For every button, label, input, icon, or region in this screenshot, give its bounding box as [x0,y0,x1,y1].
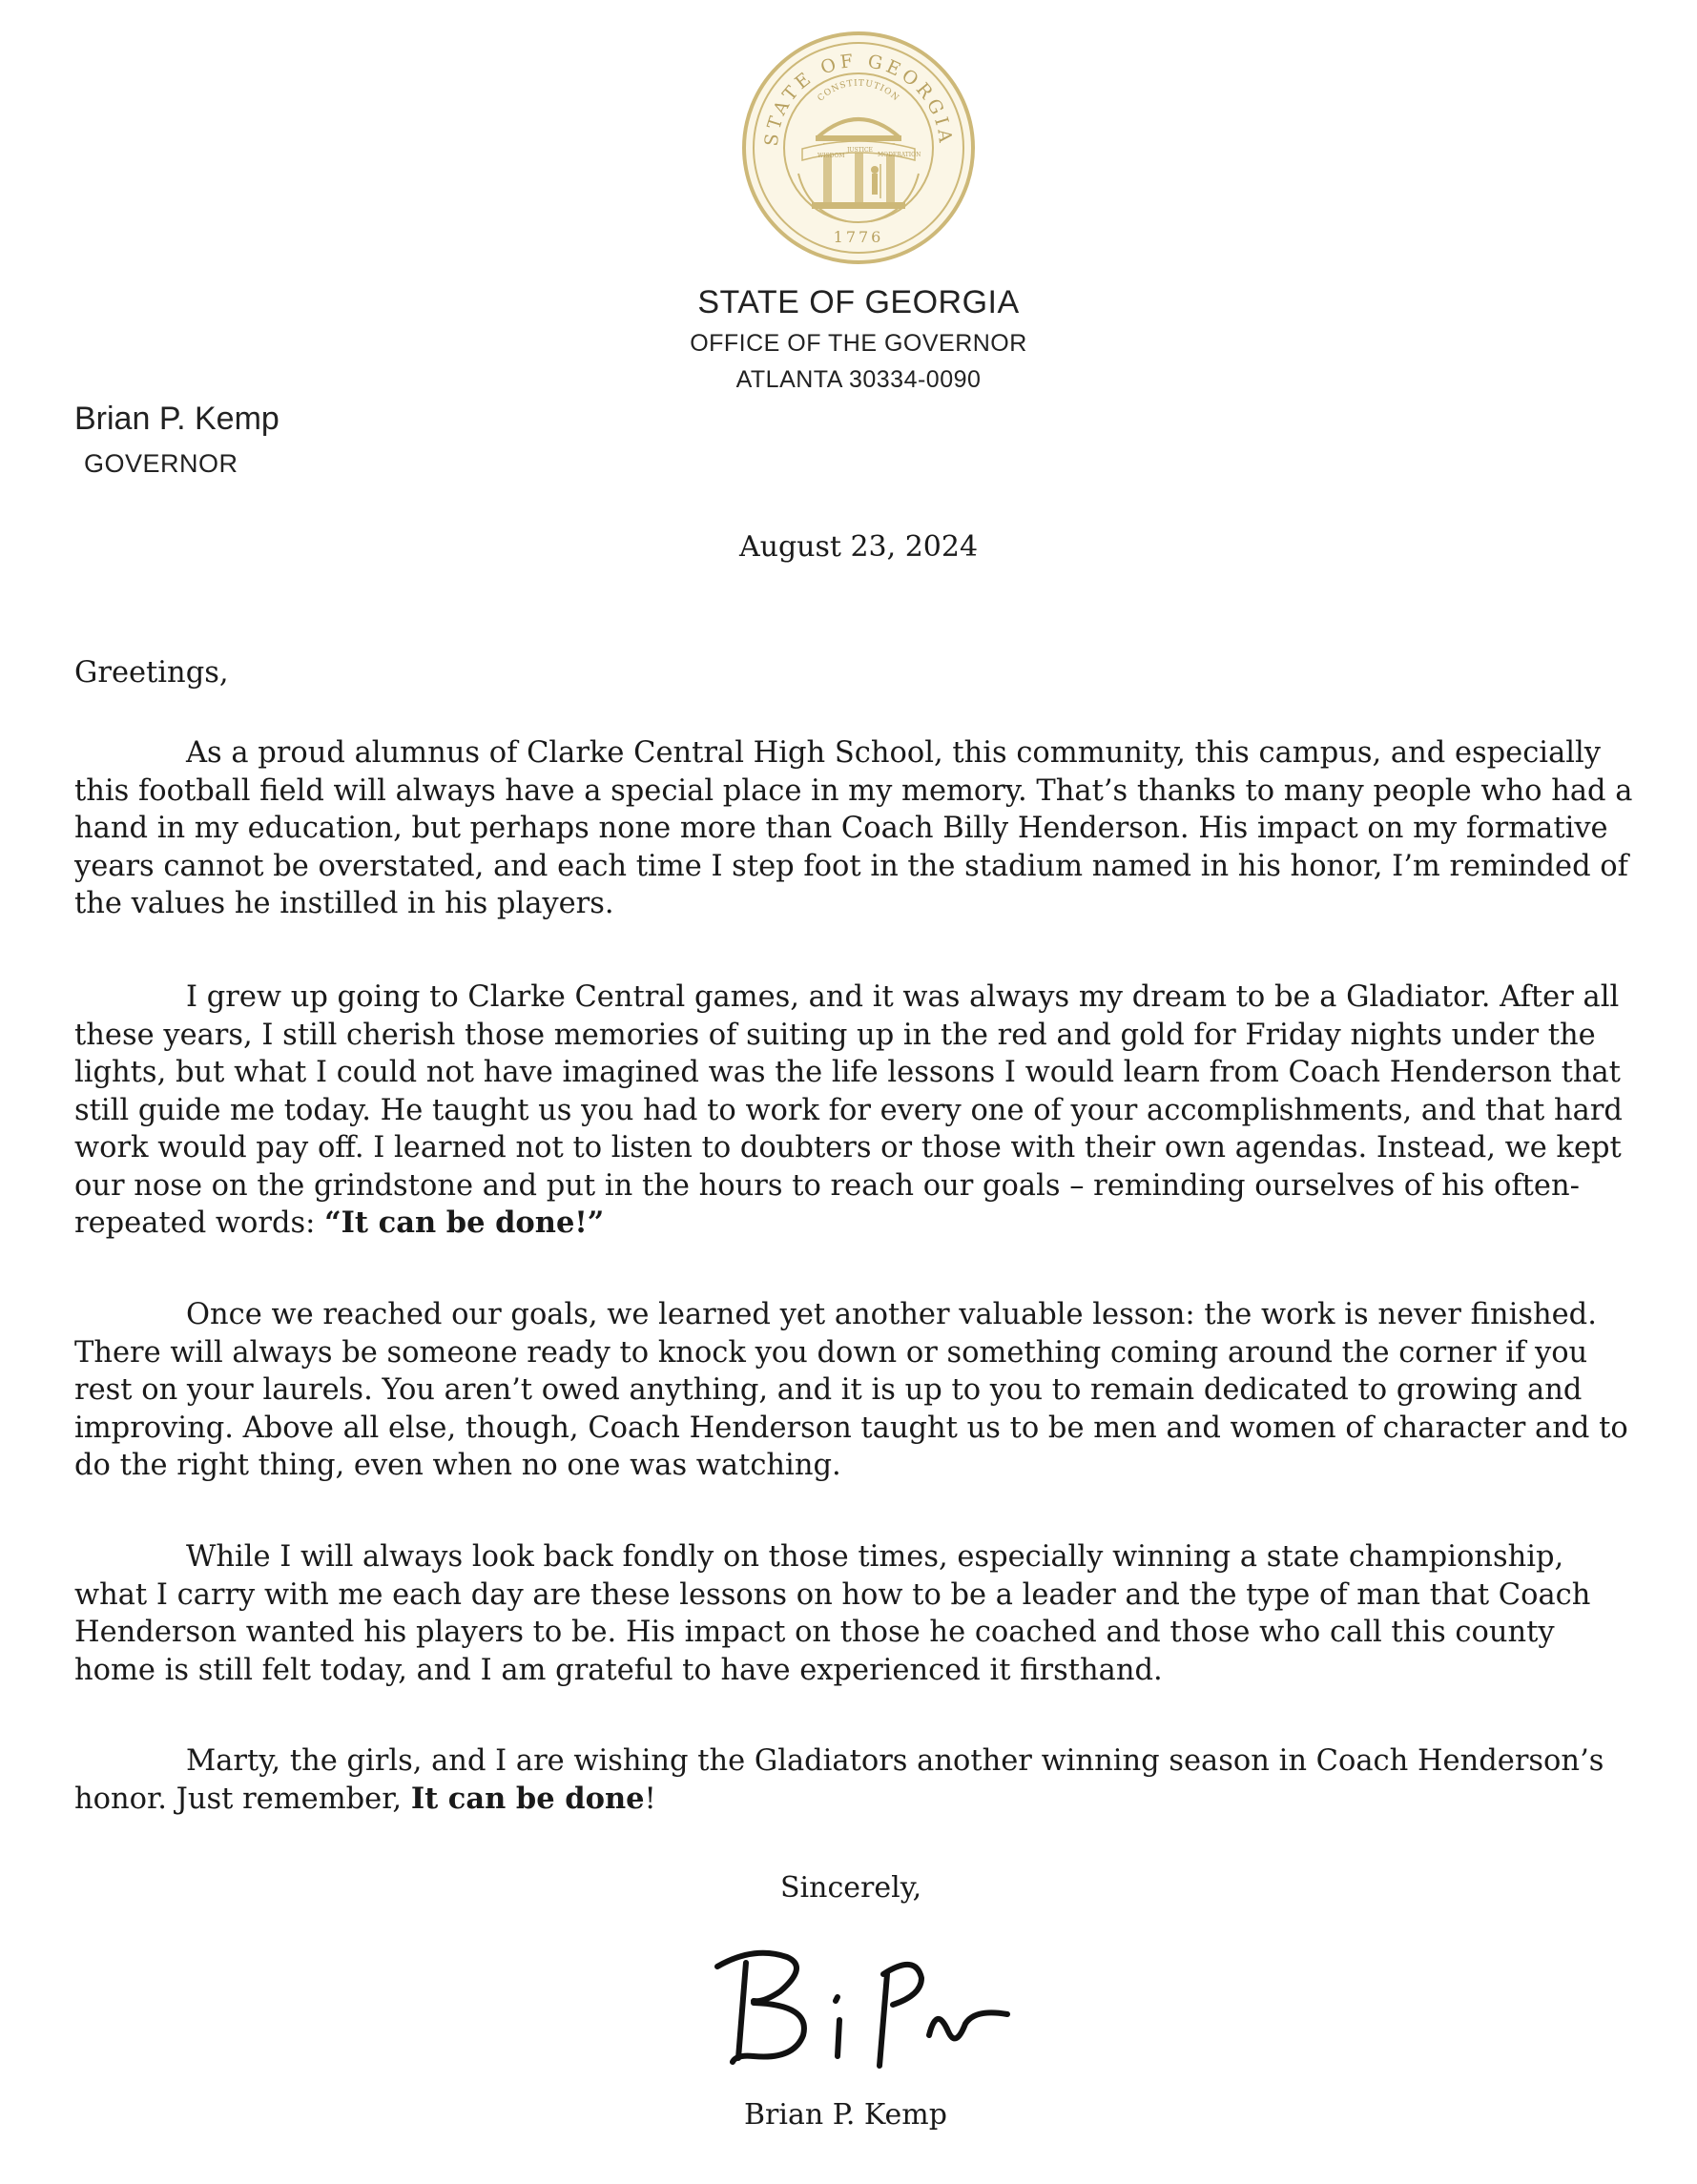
seal-text-justice: JUSTICE [847,147,873,154]
greeting: Greetings, [74,656,229,690]
sender-name: Brian P. Kemp [74,401,279,437]
georgia-state-seal [741,31,976,265]
paragraph-3: Once we reached our goals, we learned yet another valuable lesson: the work is never finished. There will always be someone ready to knock you down or something coming around the corner if you rest on your laurels. You aren’t owed anything, and it is up to you to remain dedicated to growing and improving. Above all else, though, Coach Henderson taught us to be men and women of character and to do the right thing, even when no one was watching. [74,1298,1628,1482]
paragraph-2 [74,979,1639,1243]
paragraph-4: While I will always look back fondly on those times, especially winning a state championship, what I carry with me each day are these lessons on how to be a leader and the type of man that Coach Henderson wanted his players to be. His impact on those he coached and those who call this county home is still felt today, and I am grateful to have experienced it firsthand. [74,1540,1591,1687]
letter-date: August 23, 2024 [738,530,979,564]
closing: Sincerely, [780,1871,922,1905]
letterhead-office: OFFICE OF THE GOVERNOR [690,330,1027,357]
seal-text-constitution: CONSTITUTION [816,78,901,104]
paragraph-2-text: I grew up going to Clarke Central games, and it was always my dream to be a Gladiator. After all these years, I still cherish those memories of suiting up in the red and gold for Friday nights under the lights, but what I could not have imagined was the life lessons I would learn from Coach Henderson that still guide me today. He taught us you had to work for every one of your accomplishments, and that hard work would pay off. I learned not to listen to doubters or those with their own agendas. Instead, we kept our nose on the grindstone and put in the hours to reach our goals – reminding ourselves of his often-repeated words: [74,980,1623,1240]
letterhead-city: ATLANTA 30334-0090 [735,366,982,393]
letterhead-state: STATE OF GEORGIA [697,284,1020,320]
paragraph-5-text: Marty, the girls, and I are wishing the Gladiators another winning season in Coach Henderson’s honor. Just remember, [74,1744,1604,1816]
sender-title: GOVERNOR [84,449,238,478]
seal-text-moderation: MODERATION [878,152,921,158]
paragraph-5 [74,1742,1639,1818]
paragraph-2-quote: “It can be done!” [324,1205,605,1240]
seal-year: 1776 [833,228,884,246]
paragraph-5-bold: It can be done [410,1781,645,1816]
paragraph-5-end: ! [644,1782,656,1816]
handwritten-signature [696,1936,1021,2079]
paragraph-1: As a proud alumnus of Clarke Central High School, this community, this campus, and especially this football field will always have a special place in my memory. That’s thanks to many people who had a hand in my education, but perhaps none more than Coach Billy Henderson. His impact on my formative years cannot be overstated, and each time I step foot in the stadium named in his honor, I’m reminded of the values he instilled in his players. [74,736,1633,920]
seal-text-top: STATE OF GEORGIA [760,50,957,148]
seal-text-wisdom: WISDOM [817,153,845,159]
signer-name: Brian P. Kemp [744,2098,947,2132]
